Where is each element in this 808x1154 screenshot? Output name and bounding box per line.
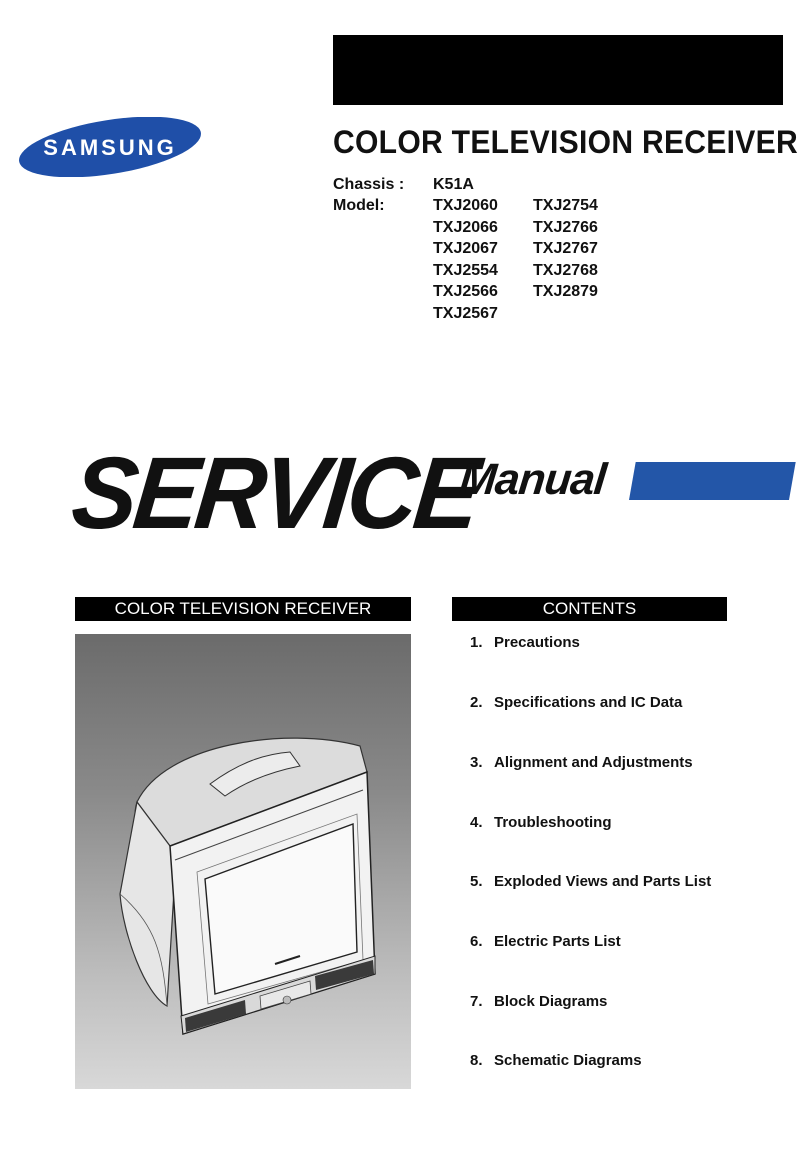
- model-number: TXJ2879: [533, 283, 598, 301]
- chassis-label: Chassis :: [333, 176, 405, 193]
- model-number: TXJ2060: [433, 197, 498, 214]
- samsung-logo-text: SAMSUNG: [43, 135, 177, 160]
- model-label: Model:: [333, 197, 385, 214]
- model-number: TXJ2754: [533, 197, 598, 214]
- contents-item: 2. Specifications and IC Data: [470, 694, 683, 711]
- manual-wordmark: Manual: [457, 455, 608, 504]
- model-number: TXJ2767: [533, 240, 598, 258]
- service-wordmark: SERVICE: [67, 436, 482, 550]
- page-title: COLOR TELEVISION RECEIVER: [333, 124, 798, 160]
- model-number: TXJ2066: [433, 218, 498, 236]
- television-icon: [75, 634, 411, 1089]
- contents-item: 4. Troubleshooting: [470, 814, 612, 831]
- model-number: TXJ2766: [533, 218, 598, 236]
- chassis-value: K51A: [433, 176, 474, 193]
- contents-item: 5. Exploded Views and Parts List: [470, 873, 712, 890]
- contents-item: 3. Alignment and Adjustments: [470, 754, 693, 771]
- contents-item: 7. Block Diagrams: [470, 993, 608, 1010]
- blue-accent-bar: [629, 462, 796, 500]
- contents-item: 6. Electric Parts List: [470, 933, 621, 950]
- contents-item: 8. Schematic Diagrams: [470, 1052, 642, 1069]
- models-column-1: [433, 195, 498, 325]
- contents-item: 1. Precautions: [470, 634, 580, 651]
- model-number: TXJ2067: [433, 240, 498, 258]
- model-number: TXJ2566: [433, 283, 498, 301]
- contents-header: CONTENTS: [452, 597, 727, 621]
- model-number: TXJ2554: [433, 261, 498, 279]
- model-number: TXJ2768: [533, 261, 598, 279]
- left-section-header: COLOR TELEVISION RECEIVER: [75, 597, 411, 621]
- samsung-logo: [16, 117, 204, 177]
- tv-illustration-panel: [75, 634, 411, 1089]
- model-number: TXJ2567: [433, 304, 498, 322]
- models-column-2: [533, 195, 598, 303]
- header-black-bar: [333, 35, 783, 105]
